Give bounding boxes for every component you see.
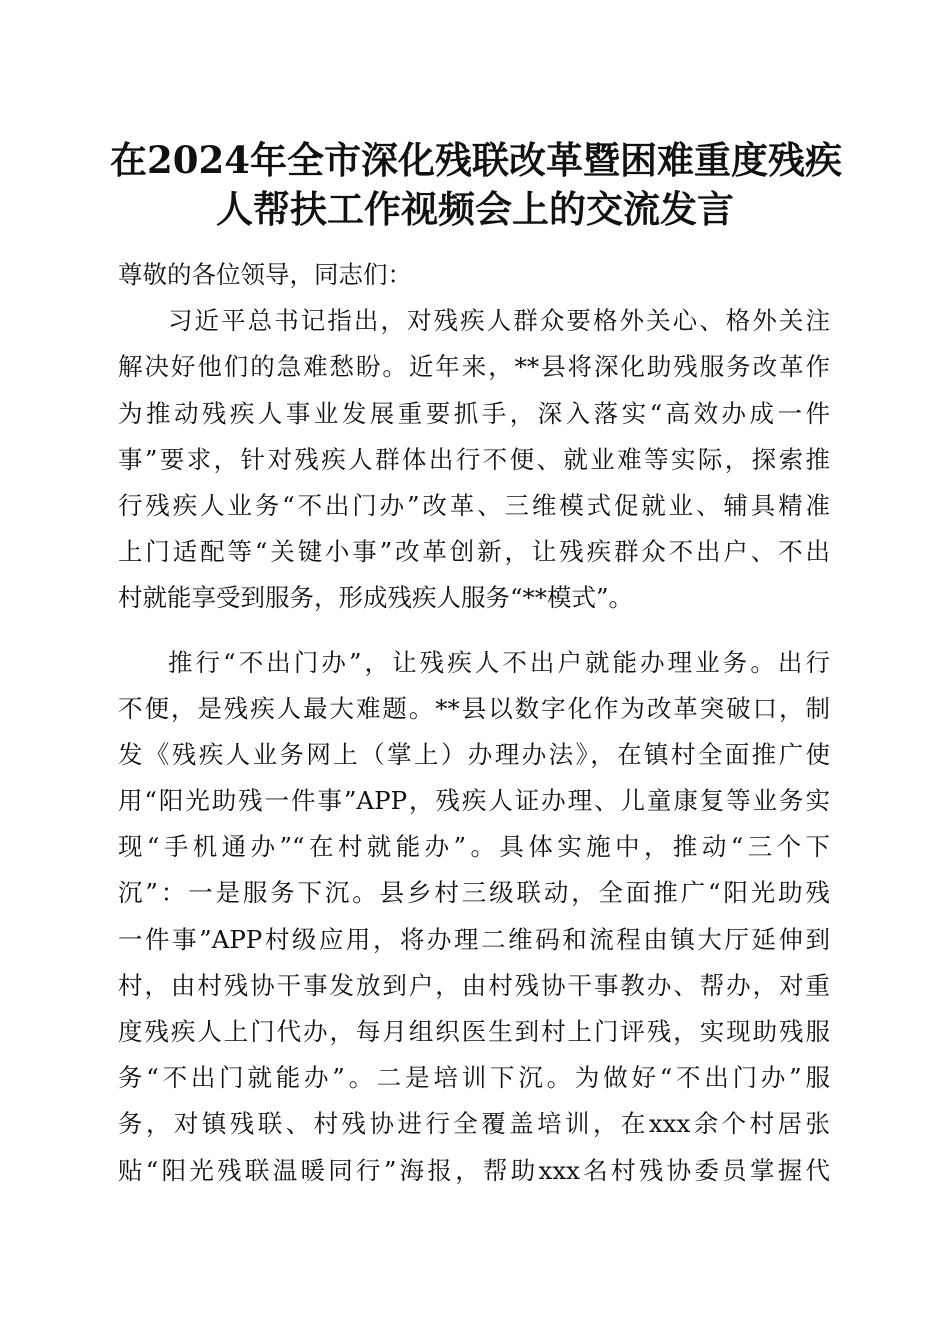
text-line: 推行“不出门办”，让残疾人不出户就能办理业务。出行 [168,647,830,677]
document-title [110,136,840,234]
text-line: 村就能享受到服务，形成残疾人服务“**模式”。 [118,583,634,613]
document-body [118,252,830,1194]
text-line: 村，由村残协干事发放到户，由村残协干事教办、帮办，对重 [118,970,830,1000]
salutation: 尊敬的各位领导，同志们： [118,260,412,289]
text-line: 上门适配等“关键小事”改革创新，让残疾群众不出户、不出 [118,537,830,567]
text-line: 习近平总书记指出，对残疾人群众要格外关心、格外关注 [168,306,830,336]
paragraph-2 [118,640,830,1194]
text-line: 务，对镇残联、村残协进行全覆盖培训，在xxx余个村居张 [118,1109,830,1139]
title-line: 在2024年全市深化残联改革暨困难重度残疾 [110,138,842,182]
text-line: 行残疾人业务“不出门办”改革、三维模式促就业、辅具精准 [118,490,830,520]
paragraph-1 [118,298,830,621]
text-line: 沉”：一是服务下沉。县乡村三级联动，全面推广“阳光助残 [118,878,830,908]
title-line: 人帮扶工作视频会上的交流发言 [216,187,734,231]
text-line: 用“阳光助残一件事”APP，残疾人证办理、儿童康复等业务实 [118,786,830,816]
text-line: 发《残疾人业务网上（掌上）办理办法》，在镇村全面推广使 [118,739,830,769]
text-line: 事”要求，针对残疾人群体出行不便、就业难等实际，探索推 [118,444,830,474]
text-line: 务“不出门就能办”。二是培训下沉。为做好“不出门办”服 [118,1063,830,1093]
text-line: 为推动残疾人事业发展重要抓手，深入落实“高效办成一件 [118,398,830,428]
text-line: 度残疾人上门代办，每月组织医生到村上门评残，实现助残服 [118,1017,830,1046]
text-line: 贴“阳光残联温暖同行”海报，帮助xxx名村残协委员掌握代 [118,1155,830,1185]
text-line: 一件事”APP村级应用，将办理二维码和流程由镇大厅延伸到 [118,924,830,954]
text-line: 现“手机通办”“在村就能办”。具体实施中，推动“三个下 [118,832,830,862]
text-line: 解决好他们的急难愁盼。近年来，**县将深化助残服务改革作 [118,352,830,382]
paragraph-gap [118,622,830,640]
text-line: 不便，是残疾人最大难题。**县以数字化作为改革突破口，制 [118,693,830,723]
